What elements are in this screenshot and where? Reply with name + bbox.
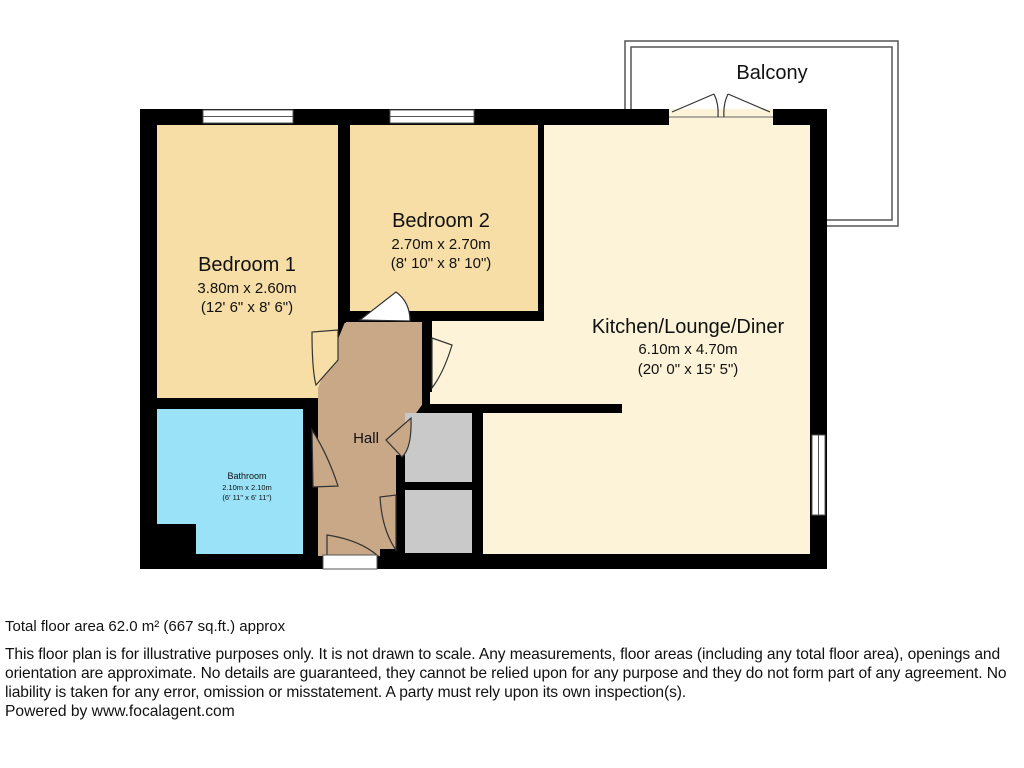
bedroom-2-imperial: (8' 10" x 8' 10") (390, 255, 492, 272)
hall-label: Hall (353, 430, 379, 447)
bedroom-2-label: Bedroom 2 (392, 210, 490, 232)
bedroom-2-metric: 2.70m x 2.70m (391, 236, 491, 253)
bedroom-1-imperial: (12' 6" x 8' 6") (200, 299, 294, 316)
plan-footer (5, 617, 1020, 721)
total-floor-area: Total floor area 62.0 m² (667 sq.ft.) approx (5, 618, 286, 635)
bedroom-1-label: Bedroom 1 (198, 254, 296, 276)
bathroom-metric: 2.10m x 2.10m (222, 483, 272, 492)
kitchen-label: Kitchen/Lounge/Diner (591, 316, 785, 338)
bedroom-1-metric: 3.80m x 2.60m (197, 280, 297, 297)
balcony-label: Balcony (736, 62, 808, 84)
front-door (323, 555, 377, 569)
disclaimer-text: This floor plan is for illustrative purposes only. It is not drawn to scale. Any measurements, floor areas (including any total floor area), openings and orientation are approximate. No details are guaranteed, they cannot be relied upon for any purpose and they do not form part of any agreement. No liability is taken for any error, omission or misstatement. A party must rely upon its own inspection(s). (5, 646, 1007, 701)
bathroom-imperial: (6' 11" x 6' 11") (222, 493, 272, 502)
powered-by-text: Powered by www.focalagent.com (5, 703, 235, 720)
storage-cupboard-2 (405, 490, 472, 553)
kitchen-imperial: (20' 0" x 15' 5") (637, 361, 739, 378)
kitchen-metric: 6.10m x 4.70m (638, 341, 738, 358)
kitchen-lounge-diner-room (543, 125, 810, 554)
storage-cupboard-1 (405, 413, 472, 482)
bathroom-label: Bathroom (227, 471, 267, 481)
